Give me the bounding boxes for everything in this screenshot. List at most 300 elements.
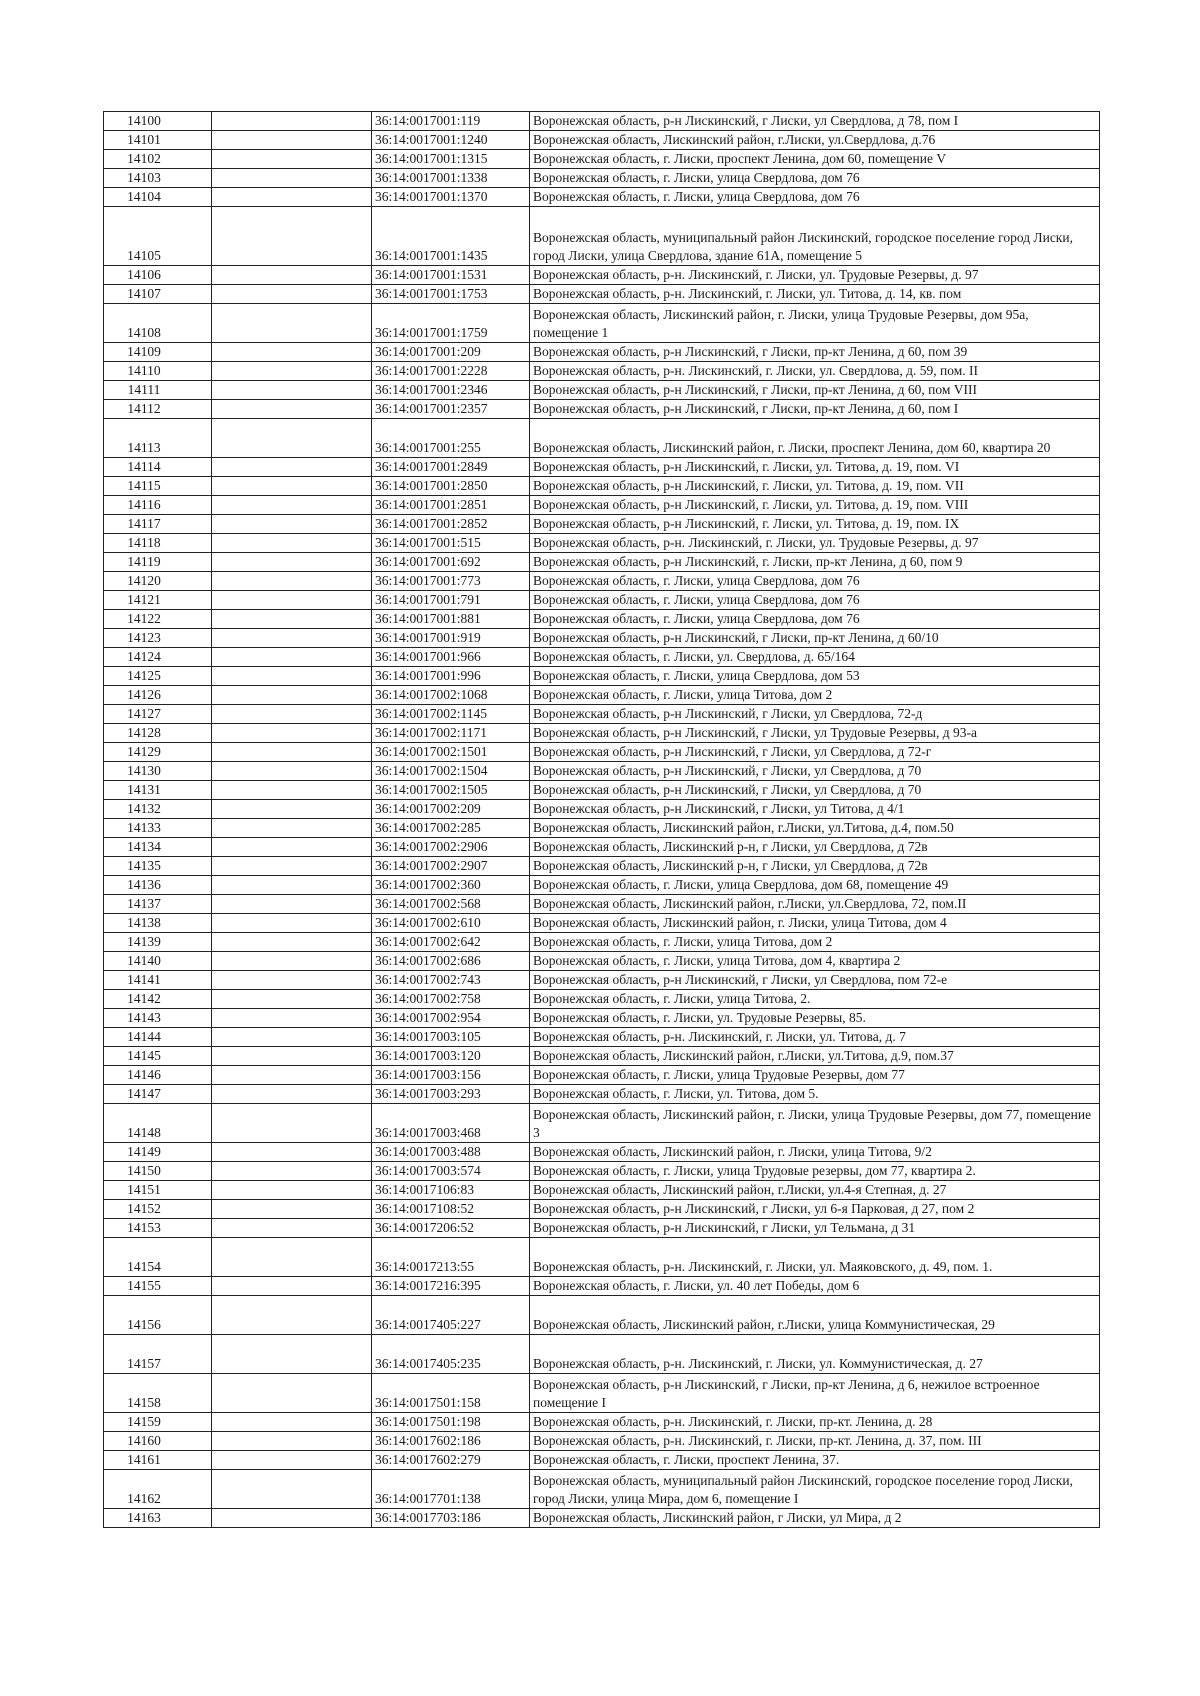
address-cell: Воронежская область, г. Лиски, улица Свердлова, дом 76	[530, 572, 1100, 591]
row-number-cell: 14159	[104, 1413, 212, 1432]
cadastral-number-cell: 36:14:0017001:1315	[372, 150, 530, 169]
cadastral-number-cell: 36:14:0017001:1435	[372, 207, 530, 266]
row-number-cell: 14109	[104, 343, 212, 362]
row-number-cell: 14112	[104, 400, 212, 419]
table-row	[104, 971, 1100, 990]
row-number-cell: 14134	[104, 838, 212, 857]
table-row	[104, 1432, 1100, 1451]
address-cell: Воронежская область, Лискинский р-н, г Лиски, ул Свердлова, д 72в	[530, 838, 1100, 857]
address-cell: Воронежская область, г. Лиски, проспект Ленина, 37.	[530, 1451, 1100, 1470]
address-cell: Воронежская область, г. Лиски, улица Титова, дом 4, квартира 2	[530, 952, 1100, 971]
cadastral-number-cell: 36:14:0017002:1171	[372, 724, 530, 743]
table-row	[104, 1413, 1100, 1432]
address-cell: Воронежская область, р-н Лискинский, г Лиски, ул 6-я Парковая, д 27, пом 2	[530, 1200, 1100, 1219]
table-row	[104, 819, 1100, 838]
empty-cell	[212, 990, 372, 1009]
table-row	[104, 419, 1100, 458]
empty-cell	[212, 169, 372, 188]
cadastral-number-cell: 36:14:0017001:209	[372, 343, 530, 362]
table-row	[104, 477, 1100, 496]
empty-cell	[212, 496, 372, 515]
cadastral-number-cell: 36:14:0017001:119	[372, 112, 530, 131]
address-cell: Воронежская область, р-н Лискинский, г Лиски, пр-кт Ленина, д 60, пом VIII	[530, 381, 1100, 400]
empty-cell	[212, 819, 372, 838]
empty-cell	[212, 553, 372, 572]
empty-cell	[212, 1335, 372, 1374]
address-cell: Воронежская область, р-н Лискинский, г. Лиски, ул. Титова, д. 19, пом. IX	[530, 515, 1100, 534]
cadastral-number-cell: 36:14:0017001:2346	[372, 381, 530, 400]
address-cell: Воронежская область, г. Лиски, ул. Титова, дом 5.	[530, 1085, 1100, 1104]
cadastral-number-cell: 36:14:0017003:120	[372, 1047, 530, 1066]
empty-cell	[212, 705, 372, 724]
address-cell: Воронежская область, р-н Лискинский, г Лиски, ул Свердлова, д 72-г	[530, 743, 1100, 762]
row-number-cell: 14157	[104, 1335, 212, 1374]
row-number-cell: 14152	[104, 1200, 212, 1219]
empty-cell	[212, 1470, 372, 1509]
row-number-cell: 14131	[104, 781, 212, 800]
row-number-cell: 14119	[104, 553, 212, 572]
row-number-cell: 14141	[104, 971, 212, 990]
cadastral-number-cell: 36:14:0017001:996	[372, 667, 530, 686]
row-number-cell: 14135	[104, 857, 212, 876]
table-row	[104, 1028, 1100, 1047]
empty-cell	[212, 591, 372, 610]
table-row	[104, 343, 1100, 362]
empty-cell	[212, 477, 372, 496]
empty-cell	[212, 1432, 372, 1451]
cadastral-number-cell: 36:14:0017001:1759	[372, 304, 530, 343]
cadastral-number-cell: 36:14:0017002:758	[372, 990, 530, 1009]
cadastral-number-cell: 36:14:0017002:285	[372, 819, 530, 838]
table-row	[104, 610, 1100, 629]
empty-cell	[212, 207, 372, 266]
row-number-cell: 14154	[104, 1238, 212, 1277]
table-row	[104, 207, 1100, 266]
empty-cell	[212, 1413, 372, 1432]
table-row	[104, 895, 1100, 914]
row-number-cell: 14104	[104, 188, 212, 207]
empty-cell	[212, 1238, 372, 1277]
empty-cell	[212, 285, 372, 304]
cadastral-number-cell: 36:14:0017501:198	[372, 1413, 530, 1432]
row-number-cell: 14122	[104, 610, 212, 629]
cadastral-number-cell: 36:14:0017001:773	[372, 572, 530, 591]
empty-cell	[212, 188, 372, 207]
address-cell: Воронежская область, р-н. Лискинский, г. Лиски, ул. Трудовые Резервы, д. 97	[530, 534, 1100, 553]
address-cell: Воронежская область, г. Лиски, улица Свердлова, дом 53	[530, 667, 1100, 686]
row-number-cell: 14144	[104, 1028, 212, 1047]
row-number-cell: 14147	[104, 1085, 212, 1104]
cadastral-number-cell: 36:14:0017001:515	[372, 534, 530, 553]
empty-cell	[212, 1047, 372, 1066]
row-number-cell: 14137	[104, 895, 212, 914]
empty-cell	[212, 895, 372, 914]
row-number-cell: 14163	[104, 1509, 212, 1528]
row-number-cell: 14143	[104, 1009, 212, 1028]
address-cell: Воронежская область, Лискинский район, г.Лиски, улица Коммунистическая, 29	[530, 1296, 1100, 1335]
empty-cell	[212, 648, 372, 667]
cadastral-number-cell: 36:14:0017002:686	[372, 952, 530, 971]
cadastral-number-cell: 36:14:0017002:642	[372, 933, 530, 952]
row-number-cell: 14156	[104, 1296, 212, 1335]
empty-cell	[212, 1277, 372, 1296]
cadastral-number-cell: 36:14:0017001:2357	[372, 400, 530, 419]
cadastral-number-cell: 36:14:0017206:52	[372, 1219, 530, 1238]
cadastral-number-cell: 36:14:0017108:52	[372, 1200, 530, 1219]
empty-cell	[212, 419, 372, 458]
table-row	[104, 781, 1100, 800]
address-cell: Воронежская область, г. Лиски, улица Титова, дом 2	[530, 686, 1100, 705]
address-cell: Воронежская область, г. Лиски, улица Свердлова, дом 76	[530, 591, 1100, 610]
table-row	[104, 1066, 1100, 1085]
empty-cell	[212, 266, 372, 285]
row-number-cell: 14162	[104, 1470, 212, 1509]
empty-cell	[212, 800, 372, 819]
row-number-cell: 14129	[104, 743, 212, 762]
empty-cell	[212, 362, 372, 381]
row-number-cell: 14151	[104, 1181, 212, 1200]
cadastral-number-cell: 36:14:0017003:293	[372, 1085, 530, 1104]
empty-cell	[212, 1162, 372, 1181]
empty-cell	[212, 515, 372, 534]
address-cell: Воронежская область, р-н Лискинский, г Лиски, ул Свердлова, д 70	[530, 762, 1100, 781]
table-row	[104, 762, 1100, 781]
row-number-cell: 14108	[104, 304, 212, 343]
empty-cell	[212, 857, 372, 876]
row-number-cell: 14128	[104, 724, 212, 743]
table-row	[104, 112, 1100, 131]
empty-cell	[212, 610, 372, 629]
empty-cell	[212, 1028, 372, 1047]
row-number-cell: 14126	[104, 686, 212, 705]
row-number-cell: 14136	[104, 876, 212, 895]
address-cell: Воронежская область, Лискинский район, г.Лиски, ул.Свердлова, д.76	[530, 131, 1100, 150]
row-number-cell: 14116	[104, 496, 212, 515]
cadastral-number-cell: 36:14:0017703:186	[372, 1509, 530, 1528]
cadastral-number-cell: 36:14:0017001:2851	[372, 496, 530, 515]
cadastral-number-cell: 36:14:0017001:1370	[372, 188, 530, 207]
table-row	[104, 362, 1100, 381]
address-cell: Воронежская область, р-н Лискинский, г Лиски, пр-кт Ленина, д 60/10	[530, 629, 1100, 648]
address-cell: Воронежская область, г. Лиски, улица Свердлова, дом 76	[530, 169, 1100, 188]
table-row	[104, 629, 1100, 648]
row-number-cell: 14101	[104, 131, 212, 150]
table-row	[104, 1509, 1100, 1528]
table-row	[104, 1104, 1100, 1143]
address-cell: Воронежская область, г. Лиски, проспект Ленина, дом 60, помещение V	[530, 150, 1100, 169]
empty-cell	[212, 1085, 372, 1104]
address-cell: Воронежская область, муниципальный район Лискинский, городское поселение город Лиски, город Лиски, улица Мира, дом 6, помещение I	[530, 1470, 1100, 1509]
address-cell: Воронежская область, г. Лиски, улица Трудовые Резервы, дом 77	[530, 1066, 1100, 1085]
table-row	[104, 515, 1100, 534]
table-row	[104, 458, 1100, 477]
cadastral-number-cell: 36:14:0017216:395	[372, 1277, 530, 1296]
cadastral-number-cell: 36:14:0017001:2849	[372, 458, 530, 477]
cadastral-number-cell: 36:14:0017602:279	[372, 1451, 530, 1470]
address-cell: Воронежская область, г. Лиски, улица Свердлова, дом 76	[530, 188, 1100, 207]
row-number-cell: 14105	[104, 207, 212, 266]
cadastral-number-cell: 36:14:0017002:2906	[372, 838, 530, 857]
cadastral-number-cell: 36:14:0017106:83	[372, 1181, 530, 1200]
table-row	[104, 381, 1100, 400]
empty-cell	[212, 150, 372, 169]
empty-cell	[212, 762, 372, 781]
cadastral-number-cell: 36:14:0017001:1753	[372, 285, 530, 304]
address-cell: Воронежская область, Лискинский район, г.Лиски, ул.Свердлова, 72, пом.II	[530, 895, 1100, 914]
cadastral-number-cell: 36:14:0017501:158	[372, 1374, 530, 1413]
row-number-cell: 14130	[104, 762, 212, 781]
row-number-cell: 14142	[104, 990, 212, 1009]
address-cell: Воронежская область, р-н Лискинский, г. Лиски, ул. Титова, д. 19, пом. VII	[530, 477, 1100, 496]
table-row	[104, 1277, 1100, 1296]
address-cell: Воронежская область, Лискинский район, г Лиски, ул Мира, д 2	[530, 1509, 1100, 1528]
address-cell: Воронежская область, р-н. Лискинский, г. Лиски, ул. Титова, д. 14, кв. пом	[530, 285, 1100, 304]
cadastral-number-cell: 36:14:0017213:55	[372, 1238, 530, 1277]
table-row	[104, 1374, 1100, 1413]
cadastral-number-cell: 36:14:0017003:488	[372, 1143, 530, 1162]
address-cell: Воронежская область, Лискинский район, г.Лиски, ул.Титова, д.4, пом.50	[530, 819, 1100, 838]
address-cell: Воронежская область, г. Лиски, улица Свердлова, дом 68, помещение 49	[530, 876, 1100, 895]
empty-cell	[212, 629, 372, 648]
row-number-cell: 14149	[104, 1143, 212, 1162]
table-row	[104, 800, 1100, 819]
table-row	[104, 169, 1100, 188]
address-cell: Воронежская область, р-н. Лискинский, г. Лиски, ул. Маяковского, д. 49, пом. 1.	[530, 1238, 1100, 1277]
empty-cell	[212, 952, 372, 971]
cadastral-number-cell: 36:14:0017001:919	[372, 629, 530, 648]
table-row	[104, 1451, 1100, 1470]
cadastral-number-cell: 36:14:0017602:186	[372, 1432, 530, 1451]
empty-cell	[212, 971, 372, 990]
address-cell: Воронежская область, Лискинский район, г.Лиски, ул.4-я Степная, д. 27	[530, 1181, 1100, 1200]
empty-cell	[212, 838, 372, 857]
cadastral-number-cell: 36:14:0017001:881	[372, 610, 530, 629]
address-cell: Воронежская область, р-н Лискинский, г Лиски, пр-кт Ленина, д 60, пом I	[530, 400, 1100, 419]
empty-cell	[212, 343, 372, 362]
table-row	[104, 667, 1100, 686]
empty-cell	[212, 1374, 372, 1413]
table-row	[104, 150, 1100, 169]
table-row	[104, 1219, 1100, 1238]
table-row	[104, 534, 1100, 553]
cadastral-number-cell: 36:14:0017002:2907	[372, 857, 530, 876]
table-row	[104, 743, 1100, 762]
table-row	[104, 496, 1100, 515]
cadastral-number-cell: 36:14:0017001:791	[372, 591, 530, 610]
row-number-cell: 14140	[104, 952, 212, 971]
cadastral-number-cell: 36:14:0017003:468	[372, 1104, 530, 1143]
table-row	[104, 304, 1100, 343]
table-body	[104, 112, 1100, 1528]
cadastral-number-cell: 36:14:0017701:138	[372, 1470, 530, 1509]
empty-cell	[212, 572, 372, 591]
row-number-cell: 14102	[104, 150, 212, 169]
address-cell: Воронежская область, р-н. Лискинский, г. Лиски, ул. Титова, д. 7	[530, 1028, 1100, 1047]
cadastral-number-cell: 36:14:0017003:156	[372, 1066, 530, 1085]
cadastral-number-cell: 36:14:0017002:1504	[372, 762, 530, 781]
address-cell: Воронежская область, г. Лиски, ул. Свердлова, д. 65/164	[530, 648, 1100, 667]
empty-cell	[212, 1296, 372, 1335]
table-row	[104, 990, 1100, 1009]
address-cell: Воронежская область, г. Лиски, улица Титова, дом 2	[530, 933, 1100, 952]
empty-cell	[212, 1009, 372, 1028]
empty-cell	[212, 1181, 372, 1200]
empty-cell	[212, 686, 372, 705]
cadastral-number-cell: 36:14:0017405:235	[372, 1335, 530, 1374]
row-number-cell: 14100	[104, 112, 212, 131]
cadastral-number-cell: 36:14:0017001:1240	[372, 131, 530, 150]
table-row	[104, 1085, 1100, 1104]
row-number-cell: 14120	[104, 572, 212, 591]
empty-cell	[212, 667, 372, 686]
row-number-cell: 14125	[104, 667, 212, 686]
row-number-cell: 14161	[104, 1451, 212, 1470]
row-number-cell: 14133	[104, 819, 212, 838]
empty-cell	[212, 933, 372, 952]
row-number-cell: 14111	[104, 381, 212, 400]
address-cell: Воронежская область, р-н. Лискинский, г. Лиски, ул. Коммунистическая, д. 27	[530, 1335, 1100, 1374]
address-cell: Воронежская область, р-н. Лискинский, г. Лиски, ул. Свердлова, д. 59, пом. II	[530, 362, 1100, 381]
table-row	[104, 1470, 1100, 1509]
table-row	[104, 838, 1100, 857]
table-row	[104, 1335, 1100, 1374]
address-cell: Воронежская область, р-н. Лискинский, г. Лиски, ул. Трудовые Резервы, д. 97	[530, 266, 1100, 285]
row-number-cell: 14113	[104, 419, 212, 458]
address-cell: Воронежская область, Лискинский район, г. Лиски, улица Трудовые Резервы, дом 77, помещение 3	[530, 1104, 1100, 1143]
table-row	[104, 705, 1100, 724]
address-cell: Воронежская область, р-н Лискинский, г Лиски, пр-кт Ленина, д 6, нежилое встроенное помещение I	[530, 1374, 1100, 1413]
table-row	[104, 648, 1100, 667]
address-cell: Воронежская область, г. Лиски, ул. Трудовые Резервы, 85.	[530, 1009, 1100, 1028]
table-row	[104, 724, 1100, 743]
cadastral-number-cell: 36:14:0017002:1068	[372, 686, 530, 705]
table-row	[104, 572, 1100, 591]
table-row	[104, 876, 1100, 895]
cadastral-number-cell: 36:14:0017001:2852	[372, 515, 530, 534]
address-cell: Воронежская область, муниципальный район Лискинский, городское поселение город Лиски, город Лиски, улица Свердлова, здание 61А, помещение 5	[530, 207, 1100, 266]
cadastral-number-cell: 36:14:0017002:1505	[372, 781, 530, 800]
row-number-cell: 14106	[104, 266, 212, 285]
table-row	[104, 285, 1100, 304]
address-cell: Воронежская область, г. Лиски, улица Свердлова, дом 76	[530, 610, 1100, 629]
empty-cell	[212, 304, 372, 343]
row-number-cell: 14148	[104, 1104, 212, 1143]
address-cell: Воронежская область, Лискинский р-н, г Лиски, ул Свердлова, д 72в	[530, 857, 1100, 876]
empty-cell	[212, 381, 372, 400]
cadastral-number-cell: 36:14:0017002:610	[372, 914, 530, 933]
cadastral-number-cell: 36:14:0017001:255	[372, 419, 530, 458]
empty-cell	[212, 1200, 372, 1219]
table-row	[104, 1238, 1100, 1277]
cadastral-number-cell: 36:14:0017003:574	[372, 1162, 530, 1181]
row-number-cell: 14145	[104, 1047, 212, 1066]
cadastral-number-cell: 36:14:0017002:1145	[372, 705, 530, 724]
empty-cell	[212, 1451, 372, 1470]
table-row	[104, 914, 1100, 933]
table-row	[104, 952, 1100, 971]
empty-cell	[212, 743, 372, 762]
address-cell: Воронежская область, р-н Лискинский, г Лиски, пр-кт Ленина, д 60, пом 39	[530, 343, 1100, 362]
address-cell: Воронежская область, р-н Лискинский, г. Лиски, ул. Титова, д. 19, пом. VI	[530, 458, 1100, 477]
row-number-cell: 14150	[104, 1162, 212, 1181]
row-number-cell: 14138	[104, 914, 212, 933]
address-cell: Воронежская область, р-н. Лискинский, г. Лиски, пр-кт. Ленина, д. 28	[530, 1413, 1100, 1432]
row-number-cell: 14153	[104, 1219, 212, 1238]
row-number-cell: 14107	[104, 285, 212, 304]
row-number-cell: 14118	[104, 534, 212, 553]
row-number-cell: 14146	[104, 1066, 212, 1085]
empty-cell	[212, 112, 372, 131]
address-cell: Воронежская область, р-н Лискинский, г Лиски, ул Трудовые Резервы, д 93-а	[530, 724, 1100, 743]
address-cell: Воронежская область, р-н Лискинский, г Лиски, ул Свердлова, д 70	[530, 781, 1100, 800]
row-number-cell: 14132	[104, 800, 212, 819]
table-row	[104, 188, 1100, 207]
table-row	[104, 553, 1100, 572]
empty-cell	[212, 914, 372, 933]
address-cell: Воронежская область, Лискинский район, г. Лиски, улица Титова, 9/2	[530, 1143, 1100, 1162]
empty-cell	[212, 400, 372, 419]
empty-cell	[212, 1219, 372, 1238]
address-cell: Воронежская область, Лискинский район, г.Лиски, ул.Титова, д.9, пом.37	[530, 1047, 1100, 1066]
row-number-cell: 14110	[104, 362, 212, 381]
cadastral-number-cell: 36:14:0017001:2850	[372, 477, 530, 496]
property-table	[103, 111, 1100, 1528]
address-cell: Воронежская область, г. Лиски, улица Трудовые резервы, дом 77, квартира 2.	[530, 1162, 1100, 1181]
table-row	[104, 591, 1100, 610]
table-row	[104, 1200, 1100, 1219]
row-number-cell: 14114	[104, 458, 212, 477]
table-row	[104, 400, 1100, 419]
table-row	[104, 1009, 1100, 1028]
address-cell: Воронежская область, р-н Лискинский, г Лиски, ул Свердлова, пом 72-е	[530, 971, 1100, 990]
row-number-cell: 14160	[104, 1432, 212, 1451]
table-row	[104, 1296, 1100, 1335]
row-number-cell: 14115	[104, 477, 212, 496]
address-cell: Воронежская область, Лискинский район, г. Лиски, улица Трудовые Резервы, дом 95а, помещение 1	[530, 304, 1100, 343]
row-number-cell: 14155	[104, 1277, 212, 1296]
table-row	[104, 686, 1100, 705]
cadastral-number-cell: 36:14:0017001:966	[372, 648, 530, 667]
address-cell: Воронежская область, р-н Лискинский, г. Лиски, пр-кт Ленина, д 60, пом 9	[530, 553, 1100, 572]
cadastral-number-cell: 36:14:0017405:227	[372, 1296, 530, 1335]
address-cell: Воронежская область, р-н. Лискинский, г. Лиски, пр-кт. Ленина, д. 37, пом. III	[530, 1432, 1100, 1451]
empty-cell	[212, 458, 372, 477]
empty-cell	[212, 1066, 372, 1085]
table-row	[104, 266, 1100, 285]
address-cell: Воронежская область, г. Лиски, улица Титова, 2.	[530, 990, 1100, 1009]
row-number-cell: 14139	[104, 933, 212, 952]
empty-cell	[212, 724, 372, 743]
address-cell: Воронежская область, г. Лиски, ул. 40 лет Победы, дом 6	[530, 1277, 1100, 1296]
table-row	[104, 933, 1100, 952]
table-row	[104, 131, 1100, 150]
address-cell: Воронежская область, р-н Лискинский, г. Лиски, ул. Титова, д. 19, пом. VIII	[530, 496, 1100, 515]
empty-cell	[212, 1104, 372, 1143]
cadastral-number-cell: 36:14:0017002:209	[372, 800, 530, 819]
empty-cell	[212, 1509, 372, 1528]
empty-cell	[212, 781, 372, 800]
row-number-cell: 14121	[104, 591, 212, 610]
row-number-cell: 14117	[104, 515, 212, 534]
row-number-cell: 14158	[104, 1374, 212, 1413]
row-number-cell: 14123	[104, 629, 212, 648]
table-row	[104, 1143, 1100, 1162]
cadastral-number-cell: 36:14:0017001:1338	[372, 169, 530, 188]
cadastral-number-cell: 36:14:0017003:105	[372, 1028, 530, 1047]
cadastral-number-cell: 36:14:0017002:1501	[372, 743, 530, 762]
empty-cell	[212, 1143, 372, 1162]
cadastral-number-cell: 36:14:0017001:1531	[372, 266, 530, 285]
